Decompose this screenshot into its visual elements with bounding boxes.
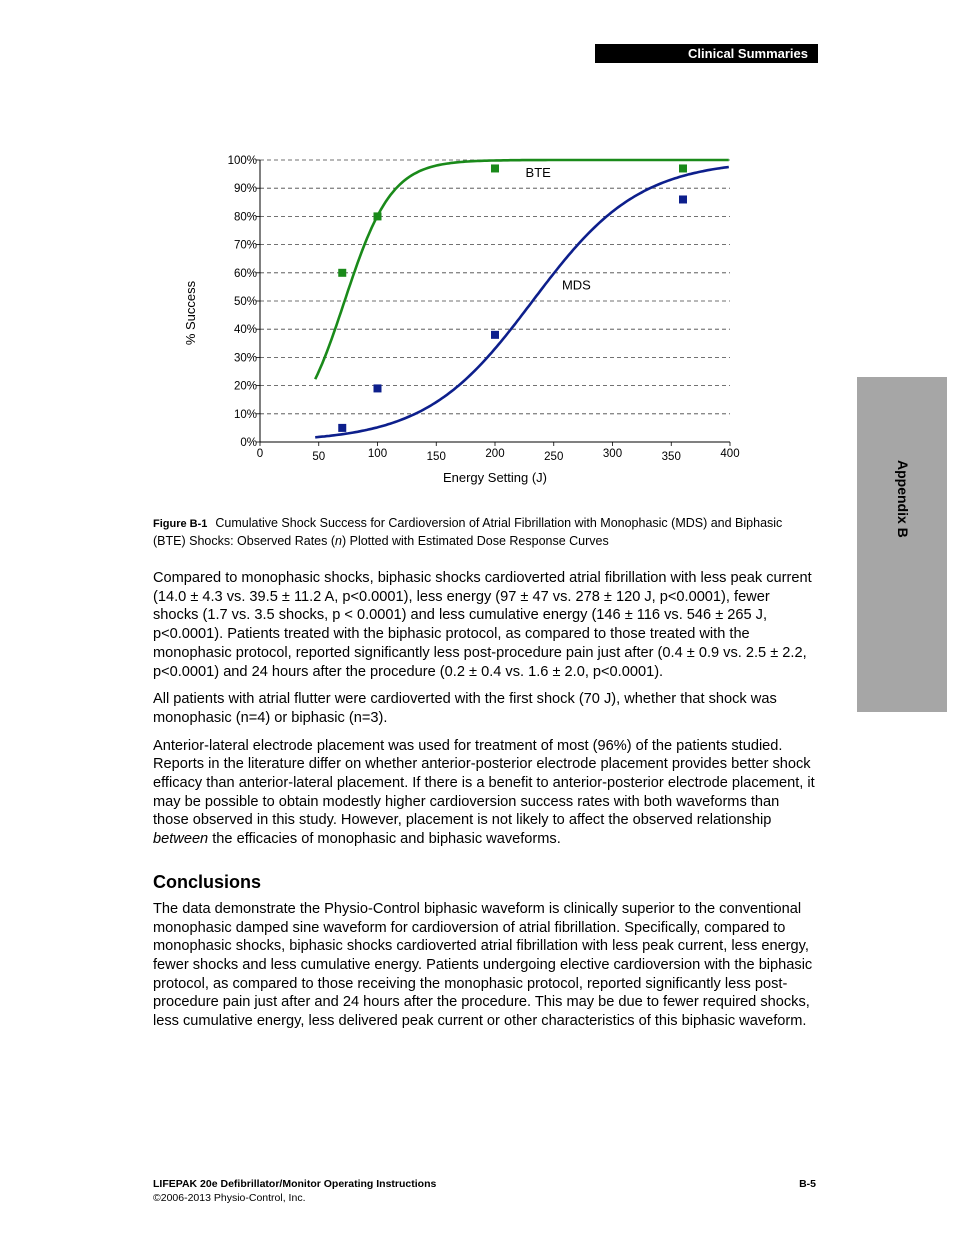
- x-axis-label: Energy Setting (J): [442, 470, 548, 485]
- paragraph-results: Compared to monophasic shocks, biphasic shocks cardioverted atrial fibrillation with less peak current (14.0 ± 4.3 vs. 39.5 ± 11.2 A, p<0.0001), less energy (97 ± 47 vs. 278 ± 120 J, p<0.0001), fewer shocks (1.7 vs. 3.5 shocks, p < 0.0001) and less cumulative energy (146 ± 116 vs. 546 ± 265 J, p<0.0001). Patients treated with the biphasic protocol, as compared to those treated with the monophasic protocol, reported significantly less post-procedure pain just after (0.4 ± 0.9 vs. 2.5 ± 2.2, p<0.0001) and 24 hours after the procedure (0.2 ± 0.4 vs. 1.6 ± 2.0, p<0.0001).: [153, 570, 812, 680]
- footer-page-number: B-5: [799, 1178, 816, 1190]
- point-mds: [338, 424, 346, 432]
- dose-response-chart: [170, 145, 770, 495]
- paragraph-atrial-flutter: All patients with atrial flutter were cardioverted with the first shock (70 J), whether that shock was monophasic (n=4) or biphasic (n=3).: [153, 691, 777, 726]
- x-tick-label: 250: [544, 451, 564, 463]
- y-tick-label: 50%: [233, 296, 257, 308]
- paragraph-electrode-placement: [153, 737, 818, 849]
- curve-bte: [315, 160, 729, 379]
- y-tick-label: 20%: [233, 380, 257, 393]
- x-tick-label: 400: [720, 448, 740, 460]
- y-tick-label: 10%: [233, 408, 257, 421]
- y-tick-label: 90%: [233, 183, 257, 196]
- section-header-tab: Clinical Summaries: [595, 44, 818, 63]
- y-tick-label: 40%: [233, 324, 257, 337]
- conclusions-heading: Conclusions: [153, 871, 262, 892]
- point-bte: [374, 212, 382, 220]
- caption-text-before: Cumulative Shock Success for Cardioversion of Atrial Fibrillation with Monophasic (MDS) and Biphasic (BTE) Shocks: Observed Rates (: [153, 516, 783, 548]
- y-tick-label: 30%: [233, 352, 257, 365]
- x-tick-label: 200: [485, 448, 505, 460]
- p3-italic-between: between: [153, 831, 209, 848]
- chart-grid: [260, 160, 730, 414]
- chart-points: [338, 164, 687, 431]
- footer-document-title: LIFEPAK 20e Defibrillator/Monitor Operating Instructions: [153, 1178, 437, 1190]
- body-text: [153, 569, 818, 1040]
- paragraph-conclusions: The data demonstrate the Physio-Control biphasic waveform is clinically superior to the conventional monophasic damped sine waveform for cardioversion of atrial fibrillation. Specifically, compared to monophasic shocks, biphasic shocks cardioverted atrial fibrillation with less peak current, less energy, fewer shocks and less cumulative energy. Patients undergoing elective cardioversion with the biphasic protocol, as compared to those receiving the monophasic protocol, reported significantly less post-procedure pain just after and 24 hours after the procedure. This may be due to fewer required shocks, less cumulative energy, less delivered peak current or other characteristics of this biphasic waveform.: [153, 900, 813, 1030]
- y-tick-label: 100%: [227, 155, 257, 167]
- chart-curves: [315, 160, 729, 437]
- chart-axes: [256, 160, 730, 446]
- footer-left: [153, 1178, 436, 1205]
- point-mds: [679, 195, 687, 203]
- y-tick-label: 70%: [233, 239, 257, 252]
- footer-copyright: ©2006-2013 Physio-Control, Inc.: [153, 1191, 306, 1204]
- x-tick-label: 50: [312, 451, 326, 463]
- point-bte: [679, 164, 687, 172]
- y-axis-label: % Success: [183, 280, 198, 346]
- chart-labels: [183, 155, 740, 485]
- point-bte: [338, 269, 346, 277]
- point-mds: [374, 384, 382, 392]
- caption-italic-n: n: [335, 534, 342, 548]
- series-annotation: MDS: [561, 277, 591, 293]
- x-tick-label: 0: [256, 448, 264, 460]
- appendix-side-tab-label: Appendix B: [895, 460, 911, 538]
- figure-caption: [153, 515, 818, 550]
- y-tick-label: 0%: [240, 437, 257, 449]
- x-tick-label: 300: [602, 448, 623, 460]
- point-mds: [491, 331, 499, 339]
- series-annotation: BTE: [525, 164, 551, 180]
- y-tick-label: 80%: [233, 211, 257, 224]
- x-tick-label: 350: [661, 451, 681, 463]
- y-tick-label: 60%: [233, 267, 257, 280]
- appendix-side-tab: [857, 377, 947, 712]
- curve-mds: [315, 164, 729, 437]
- appendix-side-tab-label-wrap: [888, 460, 918, 540]
- x-tick-label: 100: [367, 448, 388, 460]
- x-tick-label: 150: [426, 451, 446, 463]
- p3-text-after: the efficacies of monophasic and biphasic waveforms.: [208, 831, 561, 848]
- p3-text-before: Anterior-lateral electrode placement was used for treatment of most (96%) of the patients studied. Reports in the literature differ on whether anterior-posterior electrode placement provides better shock efficacy than anterior-lateral placement. If there is a benefit to anterior-posterior electrode placement, it may be possible to obtain modestly higher cardioversion success rates with both waveforms than those observed in this study. However, placement is not likely to affect the observed relationship: [153, 737, 815, 829]
- caption-text-after: ) Plotted with Estimated Dose Response Curves: [341, 534, 609, 548]
- point-bte: [491, 164, 499, 172]
- figure-label: Figure B-1: [153, 518, 208, 530]
